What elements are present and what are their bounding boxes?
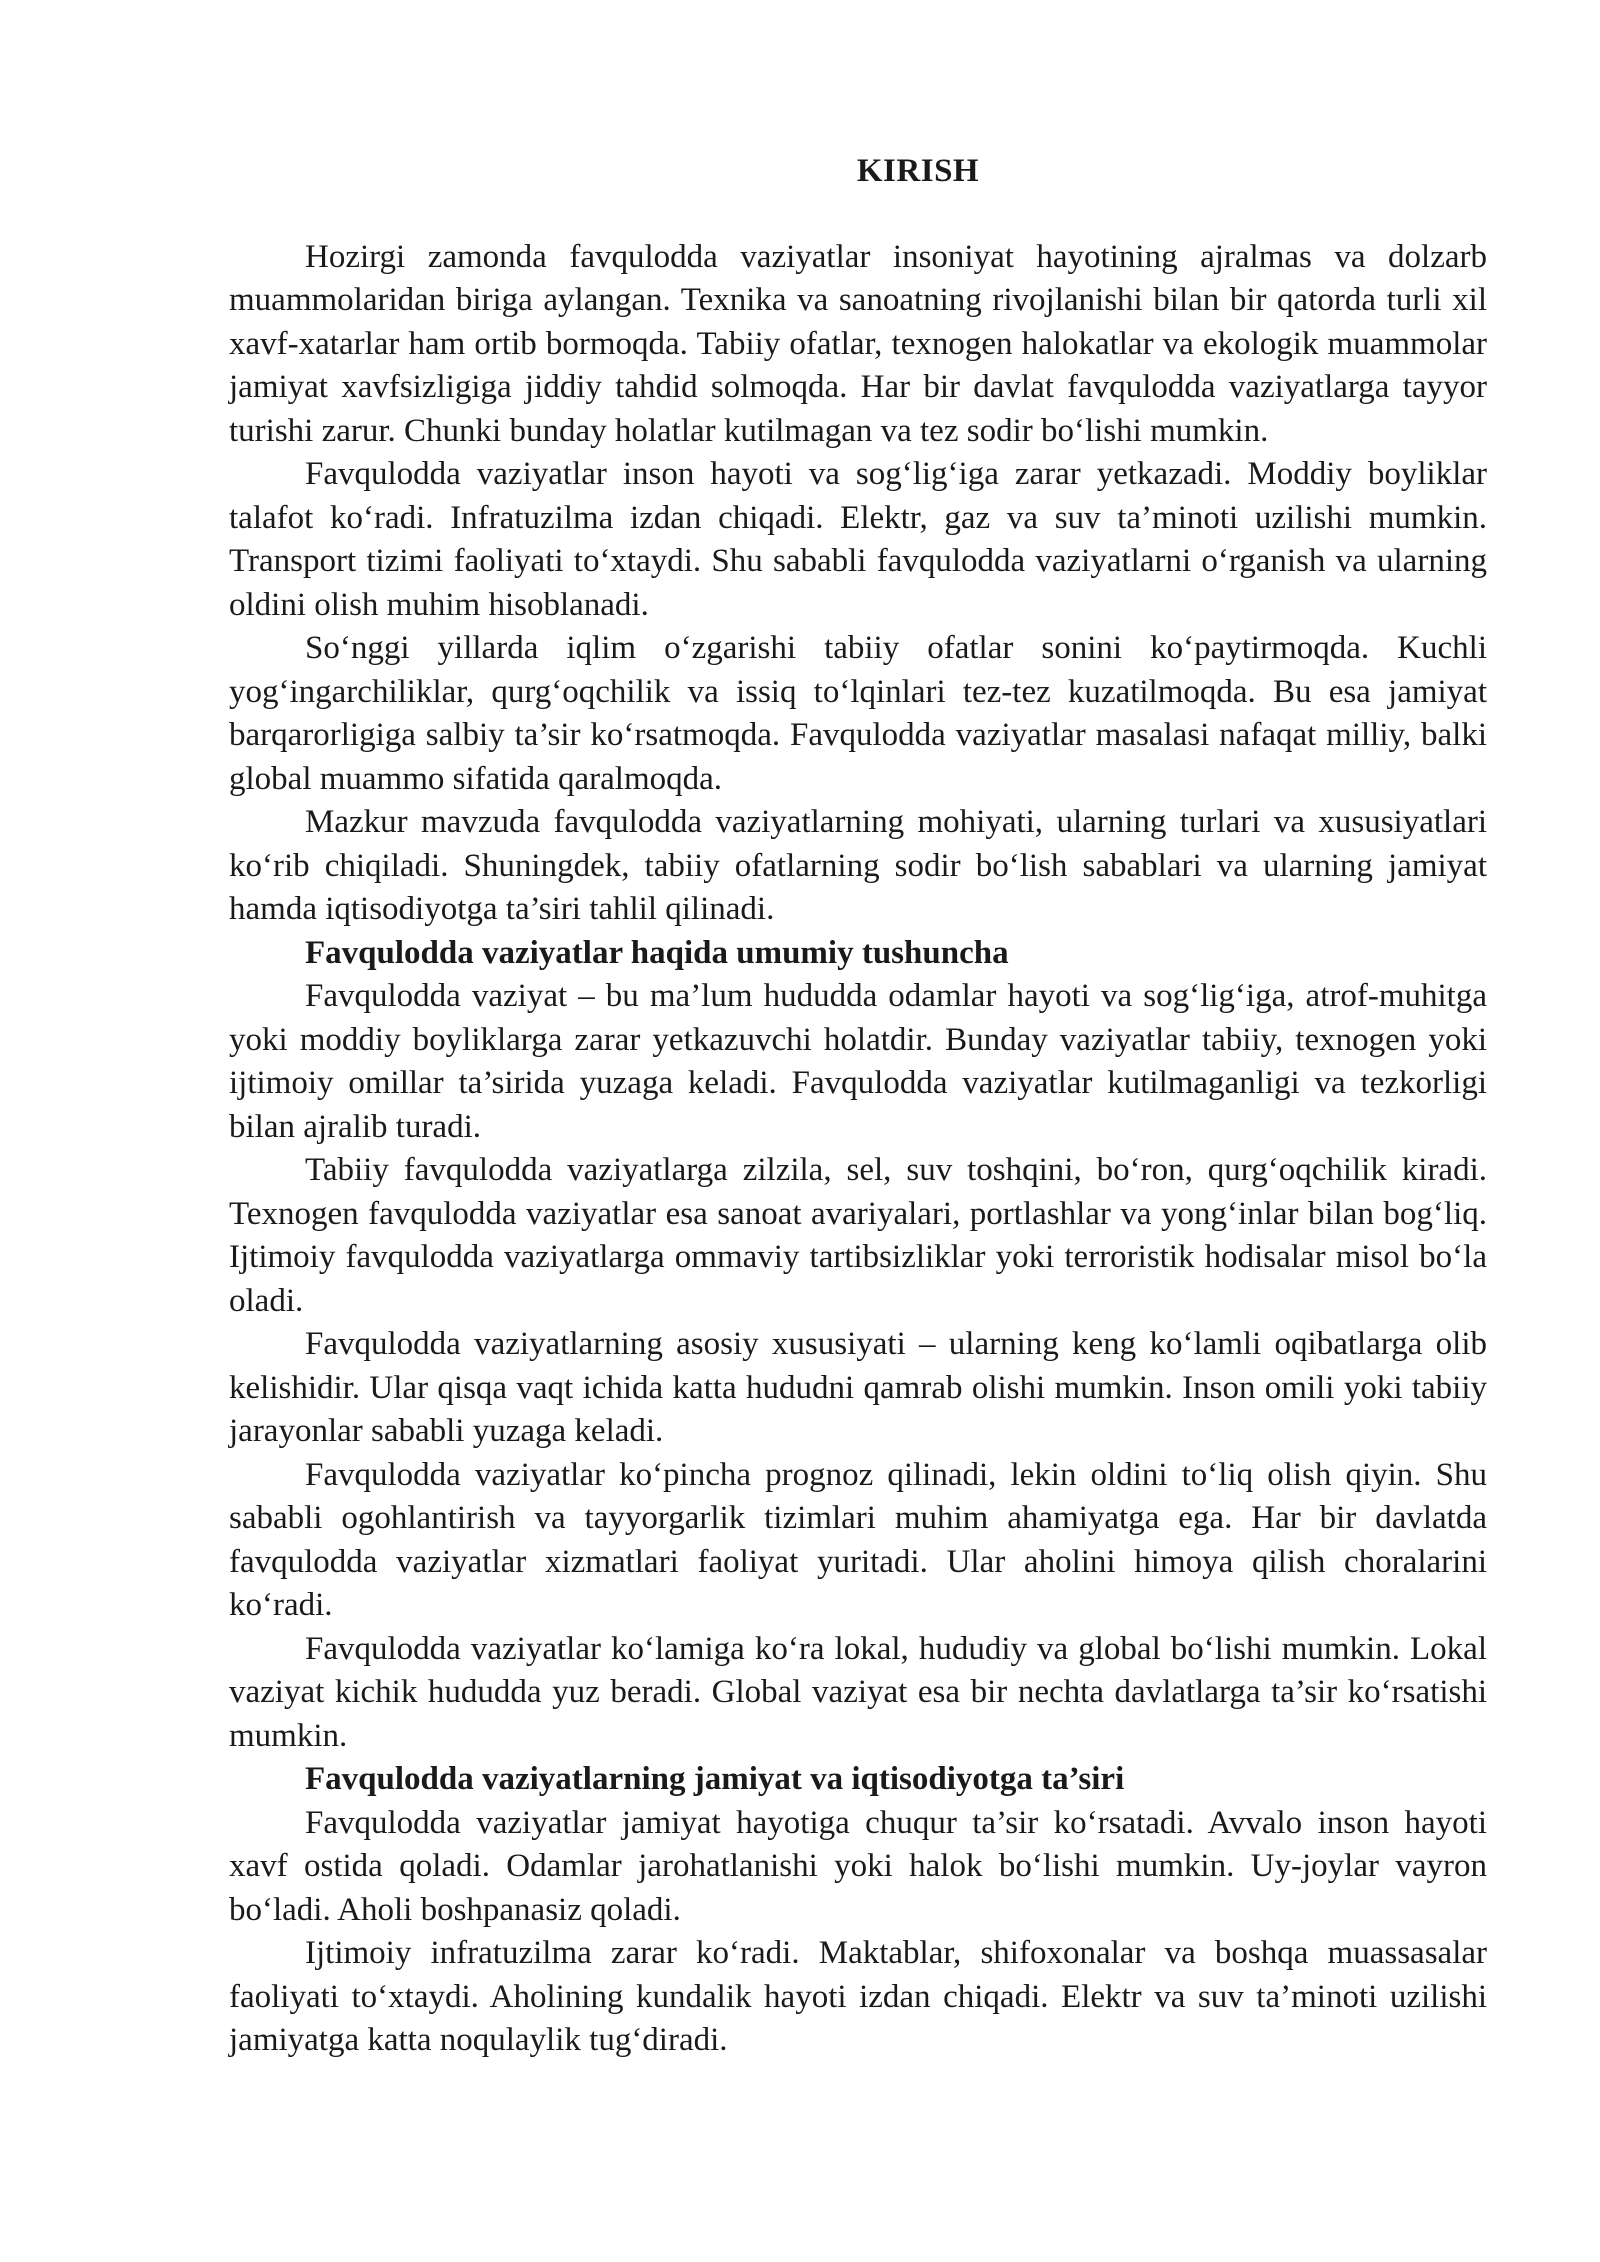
section-heading-general-concept: Favqulodda vaziyatlar haqida umumiy tushuncha bbox=[305, 934, 1009, 971]
page-title: KIRISH bbox=[856, 153, 980, 189]
paragraph-section1-5: Favqulodda vaziyatlar ko‘lamiga ko‘ra lokal, hududiy va global bo‘lishi mumkin. Lokal vaziyat kichik hududda yuz beradi. Global vaziyat esa bir nechta davlatlarga ta’sir ko‘rsatishi mumkin. bbox=[229, 1630, 1487, 1754]
paragraph-intro-3: So‘nggi yillarda iqlim o‘zgarishi tabiiy ofatlar sonini ko‘paytirmoqda. Kuchli yog‘ingarchiliklar, qurg‘oqchilik va issiq to‘lqinlari tez-tez kuzatilmoqda. Bu esa jamiyat barqarorligiga salbiy ta’sir ko‘rsatmoqda. Favqulodda vaziyatlar masalasi nafaqat milliy, balki global muammo sifatida qaralmoqda. bbox=[229, 630, 1487, 797]
paragraph-intro-4: Mazkur mavzuda favqulodda vaziyatlarning mohiyati, ularning turlari va xususiyatlari ko‘rib chiqiladi. Shuningdek, tabiiy ofatlarning sodir bo‘lish sabablari va ularning jamiyat hamda iqtisodiyotga ta’siri tahlil qilinadi. bbox=[229, 804, 1487, 927]
paragraph-section2-1: Favqulodda vaziyatlar jamiyat hayotiga chuqur ta’sir ko‘rsatadi. Avvalo inson hayoti xavf ostida qoladi. Odamlar jarohatlanishi yoki halok bo‘lishi mumkin. Uy-joylar vayron bo‘ladi. Aholi boshpanasiz qoladi. bbox=[229, 1804, 1487, 1928]
paragraph-section1-3: Favqulodda vaziyatlarning asosiy xususiyati – ularning keng ko‘lamli oqibatlarga olib kelishidir. Ular qisqa vaqt ichida katta hududni qamrab olishi mumkin. Inson omili yoki tabiiy jarayonlar sababli yuzaga keladi. bbox=[229, 1326, 1487, 1449]
paragraph-intro-1: Hozirgi zamonda favqulodda vaziyatlar insoniyat hayotining ajralmas va dolzarb muammolaridan biriga aylangan. Texnika va sanoatning rivojlanishi bilan bir qatorda turli xil xavf-xatarlar ham ortib bormoqda. Tabiiy ofatlar, texnogen halokatlar va ekologik muammolar jamiyat xavfsizligiga jiddiy tahdid solmoqda. Har bir davlat favqulodda vaziyatlarga tayyor turishi zarur. Chunki bunday holatlar kutilmagan va tez sodir bo‘lishi mumkin. bbox=[229, 238, 1487, 449]
paragraph-section1-1: Favqulodda vaziyat – bu ma’lum hududda odamlar hayoti va sog‘lig‘iga, atrof-muhitga yoki moddiy boyliklarga zarar yetkazuvchi holatdir. Bunday vaziyatlar tabiiy, texnogen yoki ijtimoiy omillar ta’sirida yuzaga keladi. Favqulodda vaziyatlar kutilmaganligi va tezkorligi bilan ajralib turadi. bbox=[229, 978, 1487, 1145]
document-page bbox=[229, 150, 1487, 2063]
paragraph-section2-2: Ijtimoiy infratuzilma zarar ko‘radi. Maktablar, shifoxonalar va boshqa muassasalar faoliyati to‘xtaydi. Aholining kundalik hayoti izdan chiqadi. Elektr va suv ta’minoti uzilishi jamiyatga katta noqulaylik tug‘diradi. bbox=[229, 1935, 1487, 2058]
paragraph-section1-2: Tabiiy favqulodda vaziyatlarga zilzila, sel, suv toshqini, bo‘ron, qurg‘oqchilik kiradi. Texnogen favqulodda vaziyatlar esa sanoat avariyalari, portlashlar va yong‘inlar bilan bog‘liq. Ijtimoiy favqulodda vaziyatlarga ommaviy tartibsizliklar yoki terroristik hodisalar misol bo‘la oladi. bbox=[229, 1152, 1487, 1319]
paragraph-intro-2: Favqulodda vaziyatlar inson hayoti va sog‘lig‘iga zarar yetkazadi. Moddiy boyliklar talafot ko‘radi. Infratuzilma izdan chiqadi. Elektr, gaz va suv ta’minoti uzilishi mumkin. Transport tizimi faoliyati to‘xtaydi. Shu sababli favqulodda vaziyatlarni o‘rganish va ularning oldini olish muhim hisoblanadi. bbox=[229, 456, 1487, 623]
section-heading-impact: Favqulodda vaziyatlarning jamiyat va iqtisodiyotga ta’siri bbox=[305, 1761, 1125, 1797]
paragraph-section1-4: Favqulodda vaziyatlar ko‘pincha prognoz qilinadi, lekin oldini to‘liq olish qiyin. Shu sababli ogohlantirish va tayyorgarlik tizimlari muhim ahamiyatga ega. Har bir davlatda favqulodda vaziyatlar xizmatlari faoliyat yuritadi. Ular aholini himoya qilish choralarini ko‘radi. bbox=[229, 1456, 1487, 1623]
